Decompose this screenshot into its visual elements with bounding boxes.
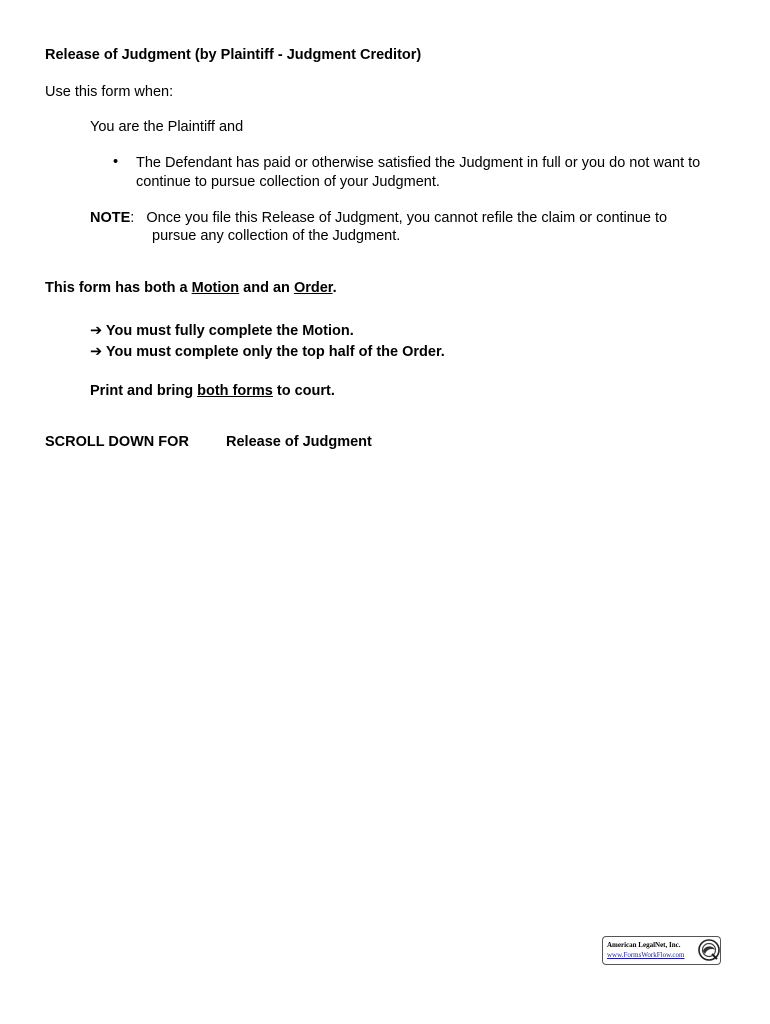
motion-order-statement <box>45 280 337 296</box>
scroll-target-label: Release of Judgment <box>226 434 372 450</box>
step-order: ➔ You must complete only the top half of the Order. <box>90 344 445 360</box>
logo-url-link[interactable]: www.FormsWorkFlow.com <box>607 951 685 959</box>
note-paragraph <box>90 209 667 228</box>
scroll-down-label: SCROLL DOWN FOR <box>45 434 189 450</box>
legalnet-emblem-icon <box>698 939 720 961</box>
print-instruction <box>90 383 335 399</box>
order-word: Order <box>293 280 333 296</box>
note-colon: : <box>130 210 135 226</box>
motion-order-prefix: This form has both a <box>45 280 192 296</box>
motion-word: Motion <box>191 280 240 296</box>
instruction-steps <box>90 321 445 363</box>
use-when-heading: Use this form when: <box>45 84 174 100</box>
plaintiff-condition: You are the Plaintiff and <box>90 119 244 135</box>
motion-order-middle: and an <box>239 280 294 296</box>
logo-company-name: American LegalNet, Inc. <box>607 941 681 949</box>
print-prefix: Print and bring <box>90 383 198 399</box>
footer-logo[interactable] <box>602 936 721 965</box>
note-line-1: Once you file this Release of Judgment, you cannot refile the claim or continue to <box>146 210 668 226</box>
note-line-2: pursue any collection of the Judgment. <box>152 228 401 244</box>
document-title: Release of Judgment (by Plaintiff - Judgment Creditor) <box>45 47 422 63</box>
bullet-line-2: continue to pursue collection of your Judgment. <box>136 174 440 190</box>
bullet-line-1: The Defendant has paid or otherwise satisfied the Judgment in full or you do not want to <box>136 155 701 171</box>
motion-order-suffix: . <box>332 280 337 296</box>
step-motion: ➔ You must fully complete the Motion. <box>90 323 354 339</box>
print-suffix: to court. <box>272 383 335 399</box>
bullet-icon: • <box>113 154 119 170</box>
note-label: NOTE <box>90 210 131 226</box>
print-emphasis: both forms <box>197 383 273 399</box>
bullet-item <box>136 154 700 192</box>
